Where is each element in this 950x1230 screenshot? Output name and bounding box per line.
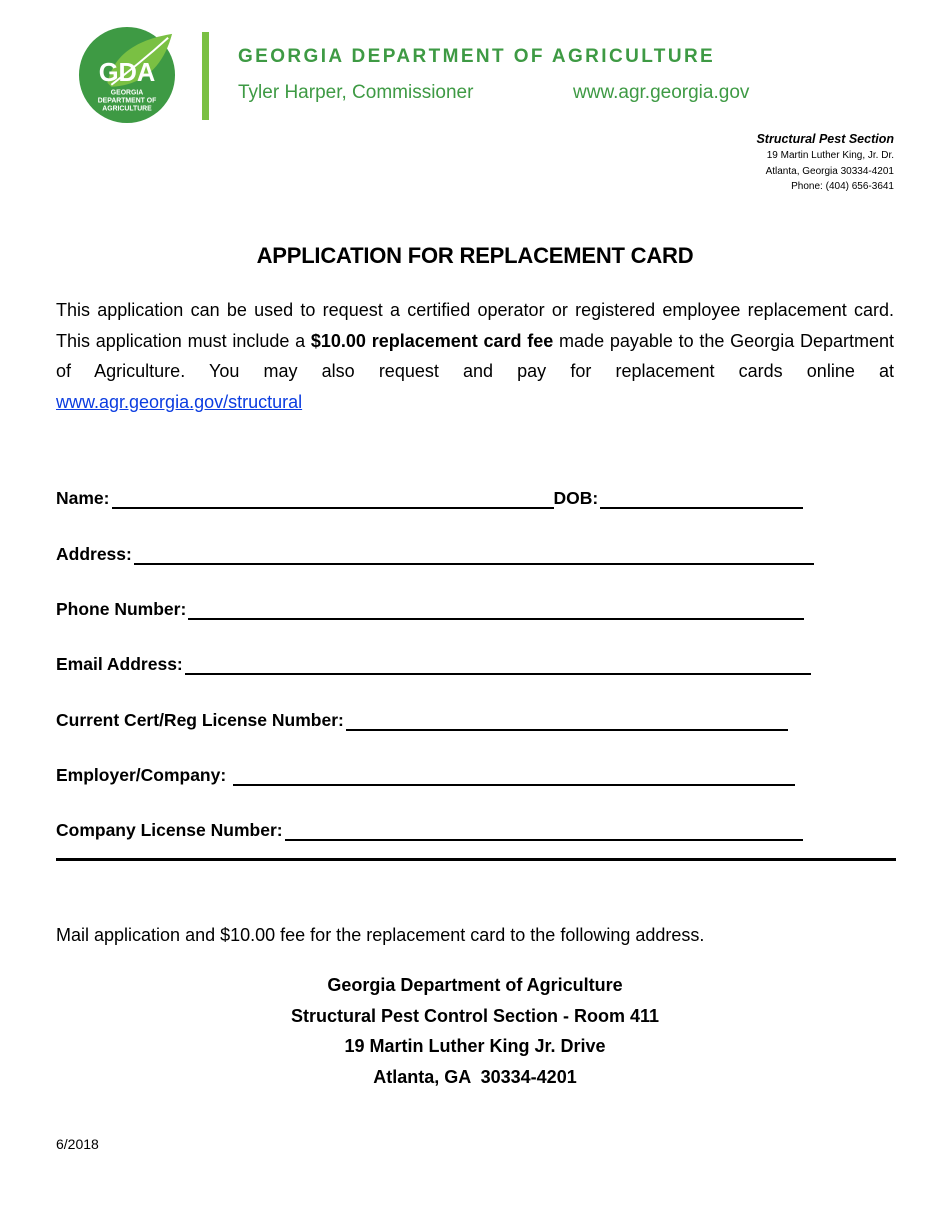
logo-text: GDA: [98, 58, 156, 87]
license-label: Current Cert/Reg License Number:: [56, 710, 344, 730]
email-label: Email Address:: [56, 654, 183, 674]
form-date: 6/2018: [56, 1136, 99, 1152]
commissioner-name: Tyler Harper, Commissioner: [238, 82, 474, 103]
logo-subtext: AGRICULTURE: [102, 105, 152, 113]
dob-label: DOB:: [553, 488, 599, 508]
name-label: Name:: [56, 488, 110, 508]
license-row: [56, 710, 788, 731]
mail-line: 19 Martin Luther King Jr. Drive: [344, 1036, 606, 1056]
agency-website[interactable]: www.agr.georgia.gov: [573, 82, 750, 103]
dob-input[interactable]: [600, 490, 803, 509]
logo-subtext: GEORGIA: [110, 89, 144, 97]
license-input[interactable]: [346, 712, 788, 731]
email-input[interactable]: [185, 656, 811, 675]
logo-subtext: DEPARTMENT OF: [97, 97, 157, 105]
intro-text-2: made payable to the Georgia Department of Agriculture. You may also request and pay for replacement cards online at: [56, 330, 894, 381]
phone-input[interactable]: [188, 601, 804, 620]
section-title: Structural Pest Section: [756, 132, 894, 146]
agency-name: GEORGIA DEPARTMENT OF AGRICULTURE: [238, 46, 716, 67]
section-address-block: [756, 131, 894, 195]
section-city: Atlanta, Georgia 30334-4201: [765, 165, 894, 177]
company-license-input[interactable]: [285, 822, 803, 841]
mail-line: Georgia Department of Agriculture: [327, 975, 623, 995]
employer-input[interactable]: [233, 767, 795, 786]
gda-logo: [78, 26, 176, 124]
section-divider: [56, 858, 896, 861]
company-license-row: [56, 820, 803, 841]
address-input[interactable]: [134, 546, 814, 565]
address-row: [56, 544, 814, 565]
structural-link[interactable]: www.agr.georgia.gov/structural: [56, 391, 303, 412]
intro-paragraph: [56, 295, 894, 417]
phone-label: Phone Number:: [56, 599, 187, 619]
name-input[interactable]: [112, 490, 554, 509]
phone-row: [56, 599, 804, 620]
name-row: [56, 488, 803, 509]
mail-instructions: Mail application and $10.00 fee for the replacement card to the following address.: [56, 925, 705, 945]
address-label: Address:: [56, 544, 132, 564]
mail-line: Structural Pest Control Section - Room 411: [290, 1005, 660, 1026]
intro-text: This application can be used to request a certified operator or registered employee replacement card. This application must include a: [56, 300, 894, 351]
section-street: 19 Martin Luther King, Jr. Dr.: [766, 150, 894, 161]
employer-row: [56, 765, 795, 786]
email-row: [56, 654, 811, 675]
mail-line: Atlanta, GA 30334-4201: [373, 1066, 577, 1087]
section-phone: Phone: (404) 656-3641: [791, 181, 894, 192]
header-divider: [202, 32, 209, 120]
fee-text: $10.00 replacement card fee: [310, 330, 554, 351]
page-title: APPLICATION FOR REPLACEMENT CARD: [256, 243, 694, 268]
company-license-label: Company License Number:: [56, 820, 283, 840]
mailing-address: [0, 970, 950, 1092]
employer-label: Employer/Company:: [56, 765, 232, 785]
